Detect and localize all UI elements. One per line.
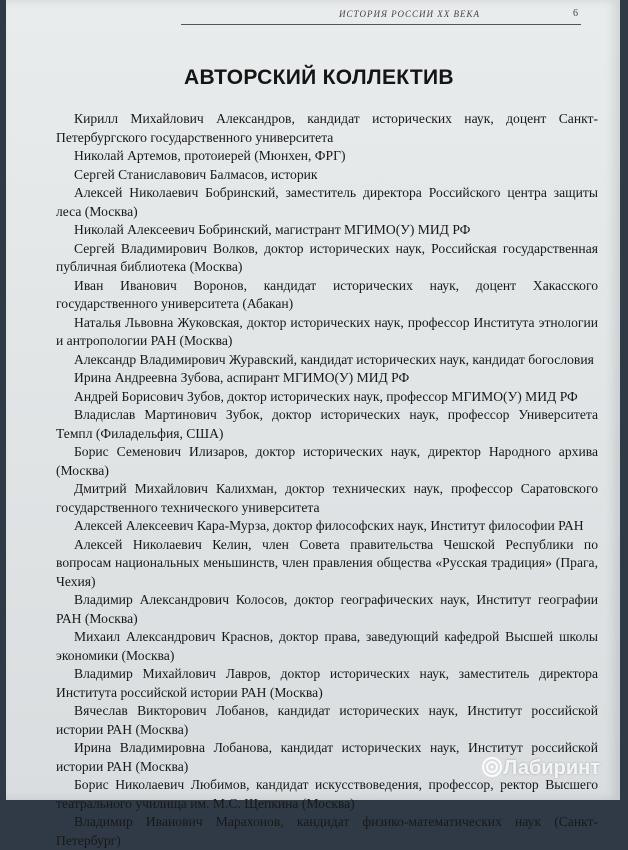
running-head-title: ИСТОРИЯ РОССИИ XX ВЕКА bbox=[339, 9, 481, 19]
author-entry: Николай Алексеевич Бобринский, магистрант МГИМО(У) МИД РФ bbox=[74, 222, 471, 237]
author-entry: Андрей Борисович Зубов, доктор исторических наук, профессор МГИМО(У) МИД РФ bbox=[74, 388, 578, 404]
author-entry: Владислав Мартинович Зубок, доктор исторических наук, профессор Университета Темпл (Филадельфия, США) bbox=[56, 407, 598, 441]
running-head bbox=[181, 6, 581, 25]
author-entry: Иван Иванович Воронов, кандидат исторических наук, доцент Хакасского государственного университета (Абакан) bbox=[56, 277, 598, 311]
author-entry: Алексей Николаевич Бобринский, заместитель директора Российского центра защиты леса (Москва) bbox=[56, 185, 598, 219]
watermark-text: Лабиринт bbox=[503, 757, 600, 779]
author-entry: Алексей Николаевич Келин, член Совета правительства Чешской Республики по вопросам национальных меньшинств, член правления общества «Русская традиция» (Прага, Чехия) bbox=[56, 536, 598, 589]
author-entry: Борис Николаевич Любимов, кандидат искусствоведения, профессор, ректор Высшего театрального училища им. М.С. Щепкина (Москва) bbox=[56, 777, 598, 811]
author-entry: Дмитрий Михайлович Калихман, доктор технических наук, профессор Саратовского государственного технического университета bbox=[56, 481, 598, 515]
book-page bbox=[6, 0, 620, 848]
author-entry: Вячеслав Викторович Лобанов, кандидат исторических наук, Институт российской истории РАН (Москва) bbox=[56, 703, 598, 737]
author-entry: Наталья Львовна Жуковская, доктор исторических наук, профессор Института этнологии и антропологии РАН (Москва) bbox=[56, 314, 598, 348]
author-entry: Алексей Алексеевич Кара-Мурза, доктор философских наук, Институт философии РАН bbox=[74, 518, 584, 533]
author-entry: Александр Владимирович Журавский, кандидат исторических наук, кандидат богословия bbox=[74, 351, 594, 367]
author-list bbox=[56, 110, 598, 850]
author-entry: Ирина Андреевна Зубова, аспирант МГИМО(У) МИД РФ bbox=[74, 370, 410, 385]
author-entry: Сергей Владимирович Волков, доктор исторических наук, Российская государственная публичная библиотека (Москва) bbox=[56, 240, 598, 274]
author-entry: Сергей Станиславович Балмасов, историк bbox=[74, 166, 318, 182]
author-entry: Владимир Михайлович Лавров, доктор исторических наук, заместитель директора Института российской истории РАН (Москва) bbox=[56, 666, 598, 700]
author-entry: Владимир Иванович Марахонов, кандидат физико-математических наук (Санкт-Петербург) bbox=[56, 814, 598, 848]
author-entry: Кирилл Михайлович Александров, кандидат исторических наук, доцент Санкт-Петербургского государственного университета bbox=[56, 111, 598, 145]
author-entry: Николай Артемов, протоиерей (Мюнхен, ФРГ) bbox=[74, 148, 346, 163]
page-number: 6 bbox=[573, 8, 579, 19]
labyrinth-logo-icon bbox=[481, 756, 503, 778]
author-entry: Михаил Александрович Краснов, доктор права, заведующий кафедрой Высшей школы экономики (Москва) bbox=[56, 629, 598, 663]
author-entry: Ирина Владимировна Лобанова, кандидат исторических наук, Институт российской истории РАН (Москва) bbox=[56, 740, 598, 774]
watermark bbox=[481, 756, 600, 780]
author-entry: Борис Семенович Илизаров, доктор исторических наук, директор Народного архива (Москва) bbox=[56, 444, 598, 478]
page-title: АВТОРСКИЙ КОЛЛЕКТИВ bbox=[184, 66, 454, 89]
author-entry: Владимир Александрович Колосов, доктор географических наук, Институт географии РАН (Москва) bbox=[56, 592, 598, 626]
